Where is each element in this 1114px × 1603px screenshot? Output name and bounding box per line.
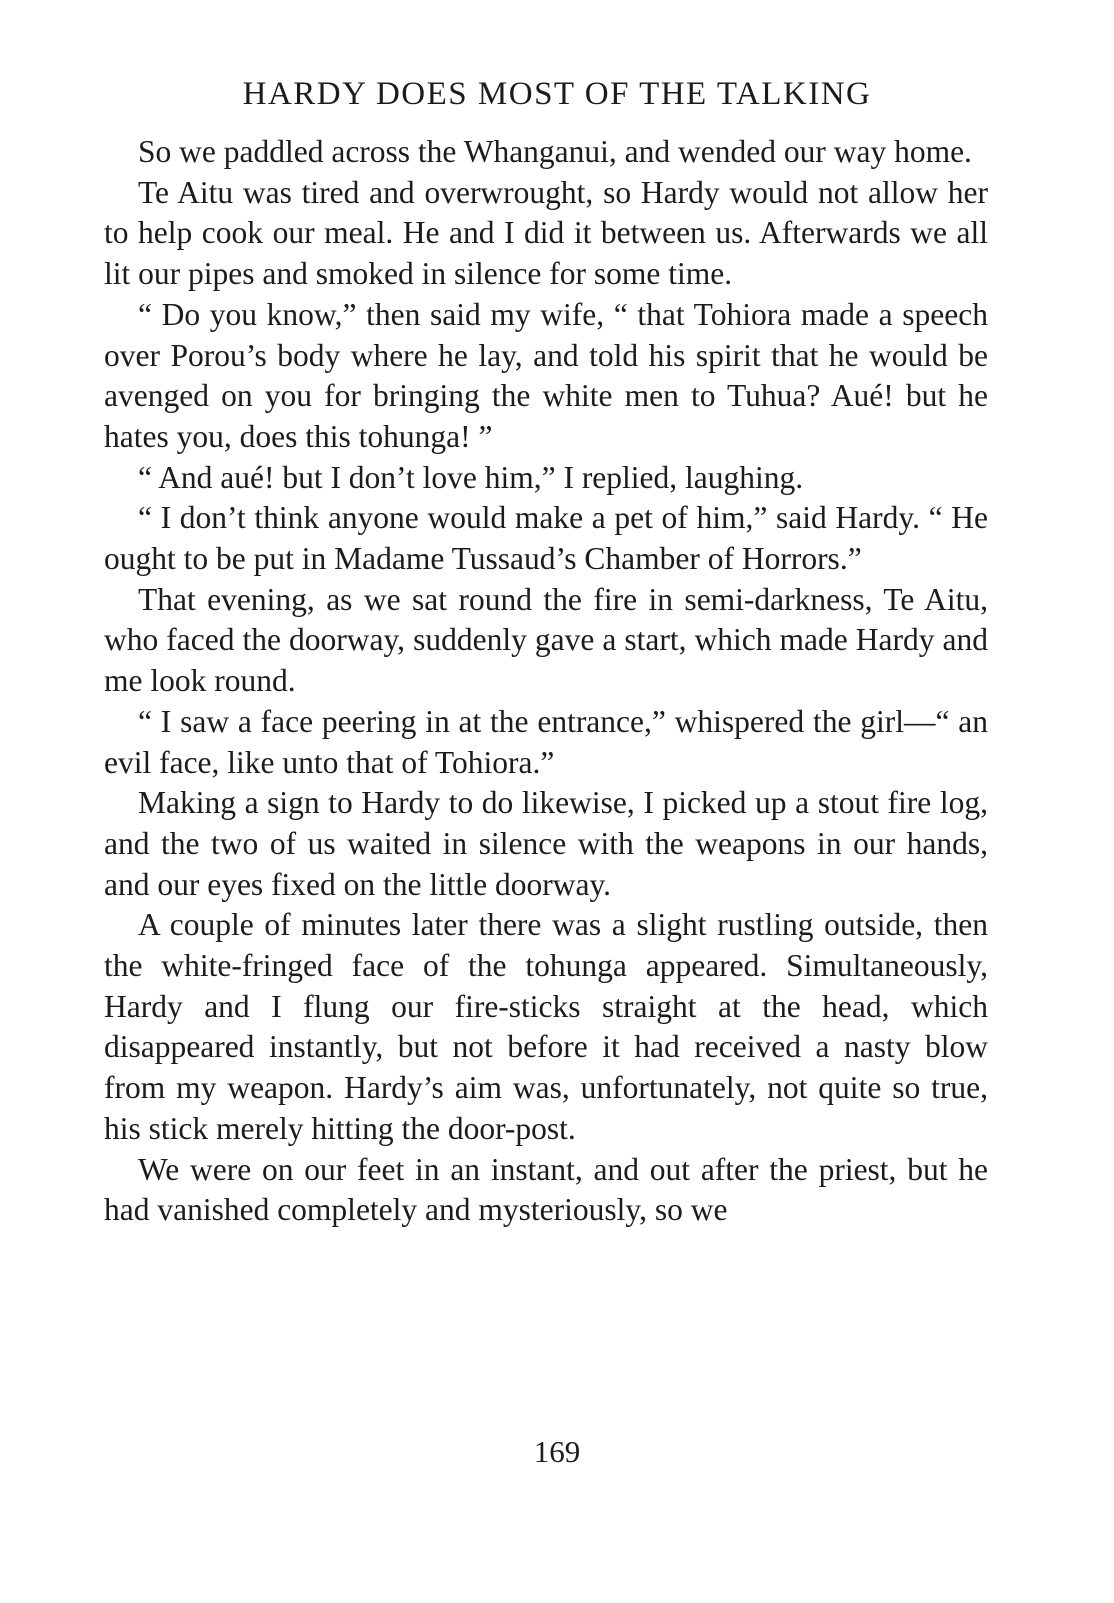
paragraph: So we paddled across the Whanganui, and wended our way home.: [138, 134, 972, 169]
paragraph: “ I don’t think anyone would make a pet of him,” said Hardy. “ He ought to be put in Madame Tussaud’s Chamber of Horrors.”: [104, 500, 988, 577]
paragraph: Te Aitu was tired and overwrought, so Hardy would not allow her to help cook our meal. He and I did it between us. Afterwards we all lit our pipes and smoked in silence for some time.: [104, 174, 988, 292]
paragraph: A couple of minutes later there was a slight rustling outside, then the white-fringed face of the tohunga appeared. Simultaneously, Hardy and I flung our fire-sticks straight at the head, which disappeared instantly, but not before it had received a nasty blow from my weapon. Hardy’s aim was, unfortunately, not quite so true, his stick merely hitting the door-post.: [104, 907, 988, 1146]
paragraph: Making a sign to Hardy to do likewise, I picked up a stout fire log, and the two of us waited in silence with the weapons in our hands, and our eyes fixed on the little doorway.: [104, 785, 988, 902]
running-head: HARDY DOES MOST OF THE TALKING: [242, 76, 872, 112]
paragraph: That evening, as we sat round the fire in semi-darkness, Te Aitu, who faced the doorway, suddenly gave a start, which made Hardy and me look round.: [104, 581, 988, 699]
paragraph: “ I saw a face peering in at the entrance,” whispered the girl—“ an evil face, like unto that of Tohiora.”: [104, 703, 988, 780]
page-number: 169: [533, 1434, 581, 1469]
paragraph: “ Do you know,” then said my wife, “ that Tohiora made a speech over Porou’s body where he lay, and told his spirit that he would be avenged on you for bringing the white men to Tuhua? Aué! but he hates you, does this tohunga! ”: [104, 296, 988, 454]
paragraph: “ And aué! but I don’t love him,” I replied, laughing.: [138, 459, 804, 495]
paragraph: We were on our feet in an instant, and out after the priest, but he had vanished completely and mysteriously, so we: [104, 1151, 988, 1228]
body-text: [104, 132, 988, 1231]
